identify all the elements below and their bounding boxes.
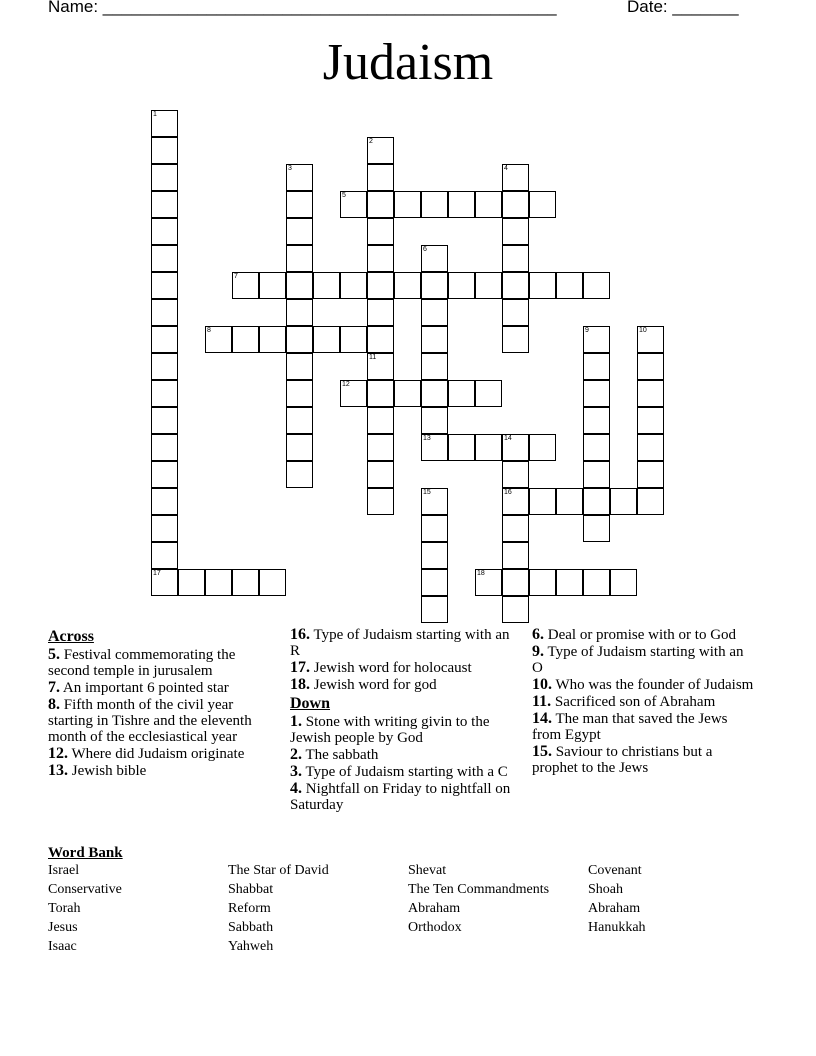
grid-cell[interactable] — [637, 353, 664, 380]
clue-number: 9. — [532, 643, 544, 660]
clue — [290, 714, 515, 746]
grid-cell[interactable] — [502, 461, 529, 488]
word-bank-item: Shabbat — [228, 882, 274, 897]
grid-cell[interactable] — [151, 110, 178, 137]
grid-cell[interactable] — [421, 191, 448, 218]
grid-cell[interactable] — [367, 299, 394, 326]
clue — [532, 627, 757, 643]
word-bank-item: Shoah — [588, 882, 623, 897]
clue-text: The sabbath — [302, 747, 379, 763]
grid-cell[interactable] — [367, 434, 394, 461]
clue — [48, 647, 276, 679]
grid-cell[interactable] — [556, 272, 583, 299]
clue — [290, 677, 515, 693]
grid-cell[interactable] — [583, 380, 610, 407]
clue — [290, 764, 515, 780]
grid-cell[interactable] — [637, 380, 664, 407]
word-bank-item: Abraham — [588, 901, 641, 916]
grid-cell[interactable] — [421, 353, 448, 380]
grid-cell[interactable] — [583, 461, 610, 488]
clue-number: 1 — [153, 111, 157, 118]
clue-text: Stone with writing givin to the Jewish people by God — [290, 714, 490, 746]
word-bank-item: Covenant — [588, 863, 642, 878]
grid-cell[interactable] — [286, 326, 313, 353]
down-clue-list — [290, 714, 515, 813]
grid-cell[interactable] — [340, 272, 367, 299]
across-clue-list-continued — [290, 627, 515, 693]
clue-text: The man that saved the Jews from Egypt — [532, 711, 728, 743]
grid-cell[interactable] — [502, 434, 529, 461]
grid-cell[interactable] — [502, 542, 529, 569]
grid-cell[interactable] — [340, 191, 367, 218]
grid-cell[interactable] — [529, 488, 556, 515]
clue — [532, 644, 757, 676]
clue — [48, 746, 276, 762]
clue-text: Sacrificed son of Abraham — [551, 694, 716, 710]
grid-cell[interactable] — [151, 353, 178, 380]
grid-cell[interactable] — [583, 569, 610, 596]
grid-cell[interactable] — [151, 569, 178, 596]
grid-cell[interactable] — [421, 569, 448, 596]
clue — [532, 744, 757, 776]
grid-cell[interactable] — [610, 488, 637, 515]
grid-cell[interactable] — [637, 434, 664, 461]
clue-number: 7 — [234, 273, 238, 280]
word-bank-item: Torah — [48, 901, 81, 916]
grid-cell[interactable] — [151, 461, 178, 488]
grid-cell[interactable] — [151, 191, 178, 218]
grid-cell[interactable] — [205, 326, 232, 353]
grid-cell[interactable] — [367, 488, 394, 515]
word-bank-item: Shevat — [408, 863, 447, 878]
clue-number: 12 — [342, 381, 350, 388]
clue-text: Jewish bible — [68, 763, 147, 779]
grid-cell[interactable] — [475, 434, 502, 461]
clue-text: Type of Judaism starting with an R — [290, 627, 510, 659]
grid-cell[interactable] — [502, 515, 529, 542]
grid-cell[interactable] — [394, 272, 421, 299]
grid-cell[interactable] — [394, 380, 421, 407]
grid-cell[interactable] — [232, 272, 259, 299]
grid-cell[interactable] — [286, 380, 313, 407]
grid-cell[interactable] — [421, 596, 448, 623]
clue-number: 16 — [504, 489, 512, 496]
grid-cell[interactable] — [178, 569, 205, 596]
grid-cell[interactable] — [367, 245, 394, 272]
grid-cell[interactable] — [151, 515, 178, 542]
word-bank-item: Sabbath — [228, 920, 274, 935]
grid-cell[interactable] — [637, 326, 664, 353]
grid-cell[interactable] — [394, 191, 421, 218]
grid-cell[interactable] — [313, 326, 340, 353]
clue-number: 15 — [423, 489, 431, 496]
clue — [48, 697, 276, 745]
grid-cell[interactable] — [205, 569, 232, 596]
across-clue-list — [48, 647, 276, 779]
word-bank-item: Hanukkah — [588, 920, 646, 935]
grid-cell[interactable] — [583, 326, 610, 353]
clue-number: 4. — [290, 780, 302, 797]
clue — [532, 694, 757, 710]
grid-cell[interactable] — [151, 272, 178, 299]
grid-cell[interactable] — [151, 164, 178, 191]
grid-cell[interactable] — [286, 461, 313, 488]
grid-cell[interactable] — [367, 353, 394, 380]
grid-cell[interactable] — [448, 434, 475, 461]
page-title: Judaism — [322, 34, 494, 91]
clue-number: 14 — [504, 435, 512, 442]
grid-cell[interactable] — [502, 272, 529, 299]
grid-cell[interactable] — [313, 272, 340, 299]
grid-cell[interactable] — [286, 218, 313, 245]
grid-cell[interactable] — [502, 488, 529, 515]
grid-cell[interactable] — [259, 272, 286, 299]
clue-number: 16. — [290, 626, 310, 643]
grid-cell[interactable] — [259, 569, 286, 596]
grid-cell[interactable] — [583, 353, 610, 380]
grid-cell[interactable] — [286, 353, 313, 380]
grid-cell[interactable] — [151, 380, 178, 407]
grid-cell[interactable] — [367, 380, 394, 407]
grid-cell[interactable] — [583, 272, 610, 299]
clue-number: 6 — [423, 246, 427, 253]
clue-number: 5. — [48, 646, 60, 663]
word-bank-item: Israel — [48, 863, 80, 878]
grid-cell[interactable] — [502, 596, 529, 623]
clue — [290, 747, 515, 763]
grid-cell[interactable] — [502, 191, 529, 218]
grid-cell[interactable] — [421, 380, 448, 407]
clues-column-3 — [532, 627, 757, 777]
grid-cell[interactable] — [529, 191, 556, 218]
grid-cell[interactable] — [556, 488, 583, 515]
clue-number: 14. — [532, 710, 552, 727]
clue-number: 18. — [290, 676, 310, 693]
grid-cell[interactable] — [151, 218, 178, 245]
clue-number: 2 — [369, 138, 373, 145]
word-bank-heading: Word Bank — [48, 845, 123, 861]
grid-cell[interactable] — [610, 569, 637, 596]
clue — [48, 763, 276, 779]
grid-cell[interactable] — [421, 245, 448, 272]
grid-cell[interactable] — [151, 137, 178, 164]
across-heading: Across — [48, 628, 94, 645]
grid-cell[interactable] — [556, 569, 583, 596]
down-clue-list-continued — [532, 627, 757, 776]
clue-number: 18 — [477, 570, 485, 577]
grid-cell[interactable] — [448, 272, 475, 299]
clue-number: 17. — [290, 659, 310, 676]
clue-text: An important 6 pointed star — [60, 680, 229, 696]
grid-cell[interactable] — [367, 218, 394, 245]
clue — [532, 677, 757, 693]
word-bank-item: Yahweh — [228, 939, 274, 954]
grid-cell[interactable] — [502, 245, 529, 272]
word-bank-item: The Star of David — [228, 863, 329, 878]
grid-cell[interactable] — [637, 461, 664, 488]
word-bank-item: Reform — [228, 901, 271, 916]
clue-number: 13. — [48, 762, 68, 779]
clue-text: Jewish word for god — [310, 677, 437, 693]
clue-number: 12. — [48, 745, 68, 762]
clue — [290, 781, 515, 813]
grid-cell[interactable] — [637, 407, 664, 434]
grid-cell[interactable] — [151, 299, 178, 326]
grid-cell[interactable] — [151, 488, 178, 515]
grid-cell[interactable] — [232, 569, 259, 596]
grid-cell[interactable] — [367, 272, 394, 299]
clues-column-1 — [48, 627, 276, 780]
grid-cell[interactable] — [259, 326, 286, 353]
clue-text: Jewish word for holocaust — [310, 660, 472, 676]
word-bank-column-4 — [588, 863, 646, 939]
grid-cell[interactable] — [448, 380, 475, 407]
grid-cell[interactable] — [286, 245, 313, 272]
clue — [48, 680, 276, 696]
grid-cell[interactable] — [502, 299, 529, 326]
grid-cell[interactable] — [151, 434, 178, 461]
word-bank-column-3 — [408, 863, 549, 939]
word-bank-item: Conservative — [48, 882, 122, 897]
word-bank-item: Isaac — [48, 939, 77, 954]
clue — [290, 627, 515, 659]
grid-cell[interactable] — [421, 299, 448, 326]
down-heading: Down — [290, 695, 331, 712]
grid-cell[interactable] — [151, 407, 178, 434]
clue-text: Saviour to christians but a prophet to the Jews — [532, 744, 713, 776]
clue-number: 2. — [290, 746, 302, 763]
grid-cell[interactable] — [502, 218, 529, 245]
word-bank-item: Jesus — [48, 920, 78, 935]
clue-text: Deal or promise with or to God — [544, 627, 737, 643]
clue-number: 3 — [288, 165, 292, 172]
grid-cell[interactable] — [475, 191, 502, 218]
clue — [532, 711, 757, 743]
grid-cell[interactable] — [286, 191, 313, 218]
grid-cell[interactable] — [286, 164, 313, 191]
clue-text: Who was the founder of Judaism — [552, 677, 754, 693]
clue-number: 3. — [290, 763, 302, 780]
grid-cell[interactable] — [583, 434, 610, 461]
clue-number: 11. — [532, 693, 552, 710]
clue-text: Type of Judaism starting with an O — [532, 644, 744, 676]
word-bank-item: Orthodox — [408, 920, 462, 935]
clue-text: Fifth month of the civil year starting in Tishre and the eleventh month of the ecclesiastical year — [48, 697, 252, 745]
clue-number: 13 — [423, 435, 431, 442]
grid-cell[interactable] — [151, 542, 178, 569]
grid-cell[interactable] — [286, 272, 313, 299]
grid-cell[interactable] — [529, 434, 556, 461]
grid-cell[interactable] — [367, 461, 394, 488]
clue-text: Type of Judaism starting with a C — [302, 764, 508, 780]
grid-cell[interactable] — [637, 488, 664, 515]
grid-cell[interactable] — [475, 380, 502, 407]
grid-cell[interactable] — [421, 407, 448, 434]
grid-cell[interactable] — [367, 164, 394, 191]
clue-number: 5 — [342, 192, 346, 199]
clue-number: 6. — [532, 626, 544, 643]
clue-number: 11 — [369, 354, 377, 361]
clue-number: 1. — [290, 713, 302, 730]
grid-cell[interactable] — [286, 407, 313, 434]
name-field-label: Name: ________________________________________________ — [48, 0, 557, 16]
clue-number: 10. — [532, 676, 552, 693]
word-bank-column-2 — [228, 863, 329, 958]
grid-cell[interactable] — [502, 569, 529, 596]
grid-cell[interactable] — [367, 407, 394, 434]
grid-cell[interactable] — [502, 326, 529, 353]
grid-cell[interactable] — [421, 326, 448, 353]
date-field-label: Date: _______ — [627, 0, 739, 16]
clue-number: 15. — [532, 743, 552, 760]
grid-cell[interactable] — [421, 434, 448, 461]
clue-number: 9 — [585, 327, 589, 334]
clue-text: Nightfall on Friday to nightfall on Saturday — [290, 781, 511, 813]
grid-cell[interactable] — [151, 326, 178, 353]
clue-number: 8. — [48, 696, 60, 713]
clue-text: Where did Judaism originate — [68, 746, 245, 762]
grid-cell[interactable] — [475, 569, 502, 596]
clue-number: 17 — [153, 570, 161, 577]
word-bank-column-1 — [48, 863, 122, 958]
clue-number: 7. — [48, 679, 60, 696]
grid-cell[interactable] — [367, 326, 394, 353]
grid-cell[interactable] — [421, 488, 448, 515]
grid-cell[interactable] — [529, 569, 556, 596]
clue — [290, 660, 515, 676]
clue-number: 8 — [207, 327, 211, 334]
grid-cell[interactable] — [421, 272, 448, 299]
grid-cell[interactable] — [340, 380, 367, 407]
grid-cell[interactable] — [286, 299, 313, 326]
grid-cell[interactable] — [421, 515, 448, 542]
clue-number: 4 — [504, 165, 508, 172]
grid-cell[interactable] — [232, 326, 259, 353]
grid-cell[interactable] — [151, 245, 178, 272]
clues-column-2 — [290, 627, 515, 814]
grid-cell[interactable] — [502, 164, 529, 191]
word-bank-item: Abraham — [408, 901, 461, 916]
grid-cell[interactable] — [421, 542, 448, 569]
grid-cell[interactable] — [583, 407, 610, 434]
grid-cell[interactable] — [475, 272, 502, 299]
grid-cell[interactable] — [367, 191, 394, 218]
grid-cell[interactable] — [340, 326, 367, 353]
grid-cell[interactable] — [286, 434, 313, 461]
clue-number: 10 — [639, 327, 647, 334]
clue-text: Festival commemorating the second temple in jurusalem — [48, 647, 236, 679]
word-bank-item: The Ten Commandments — [408, 882, 550, 897]
grid-cell[interactable] — [367, 137, 394, 164]
grid-cell[interactable] — [448, 191, 475, 218]
grid-cell[interactable] — [583, 515, 610, 542]
grid-cell[interactable] — [583, 488, 610, 515]
grid-cell[interactable] — [529, 272, 556, 299]
